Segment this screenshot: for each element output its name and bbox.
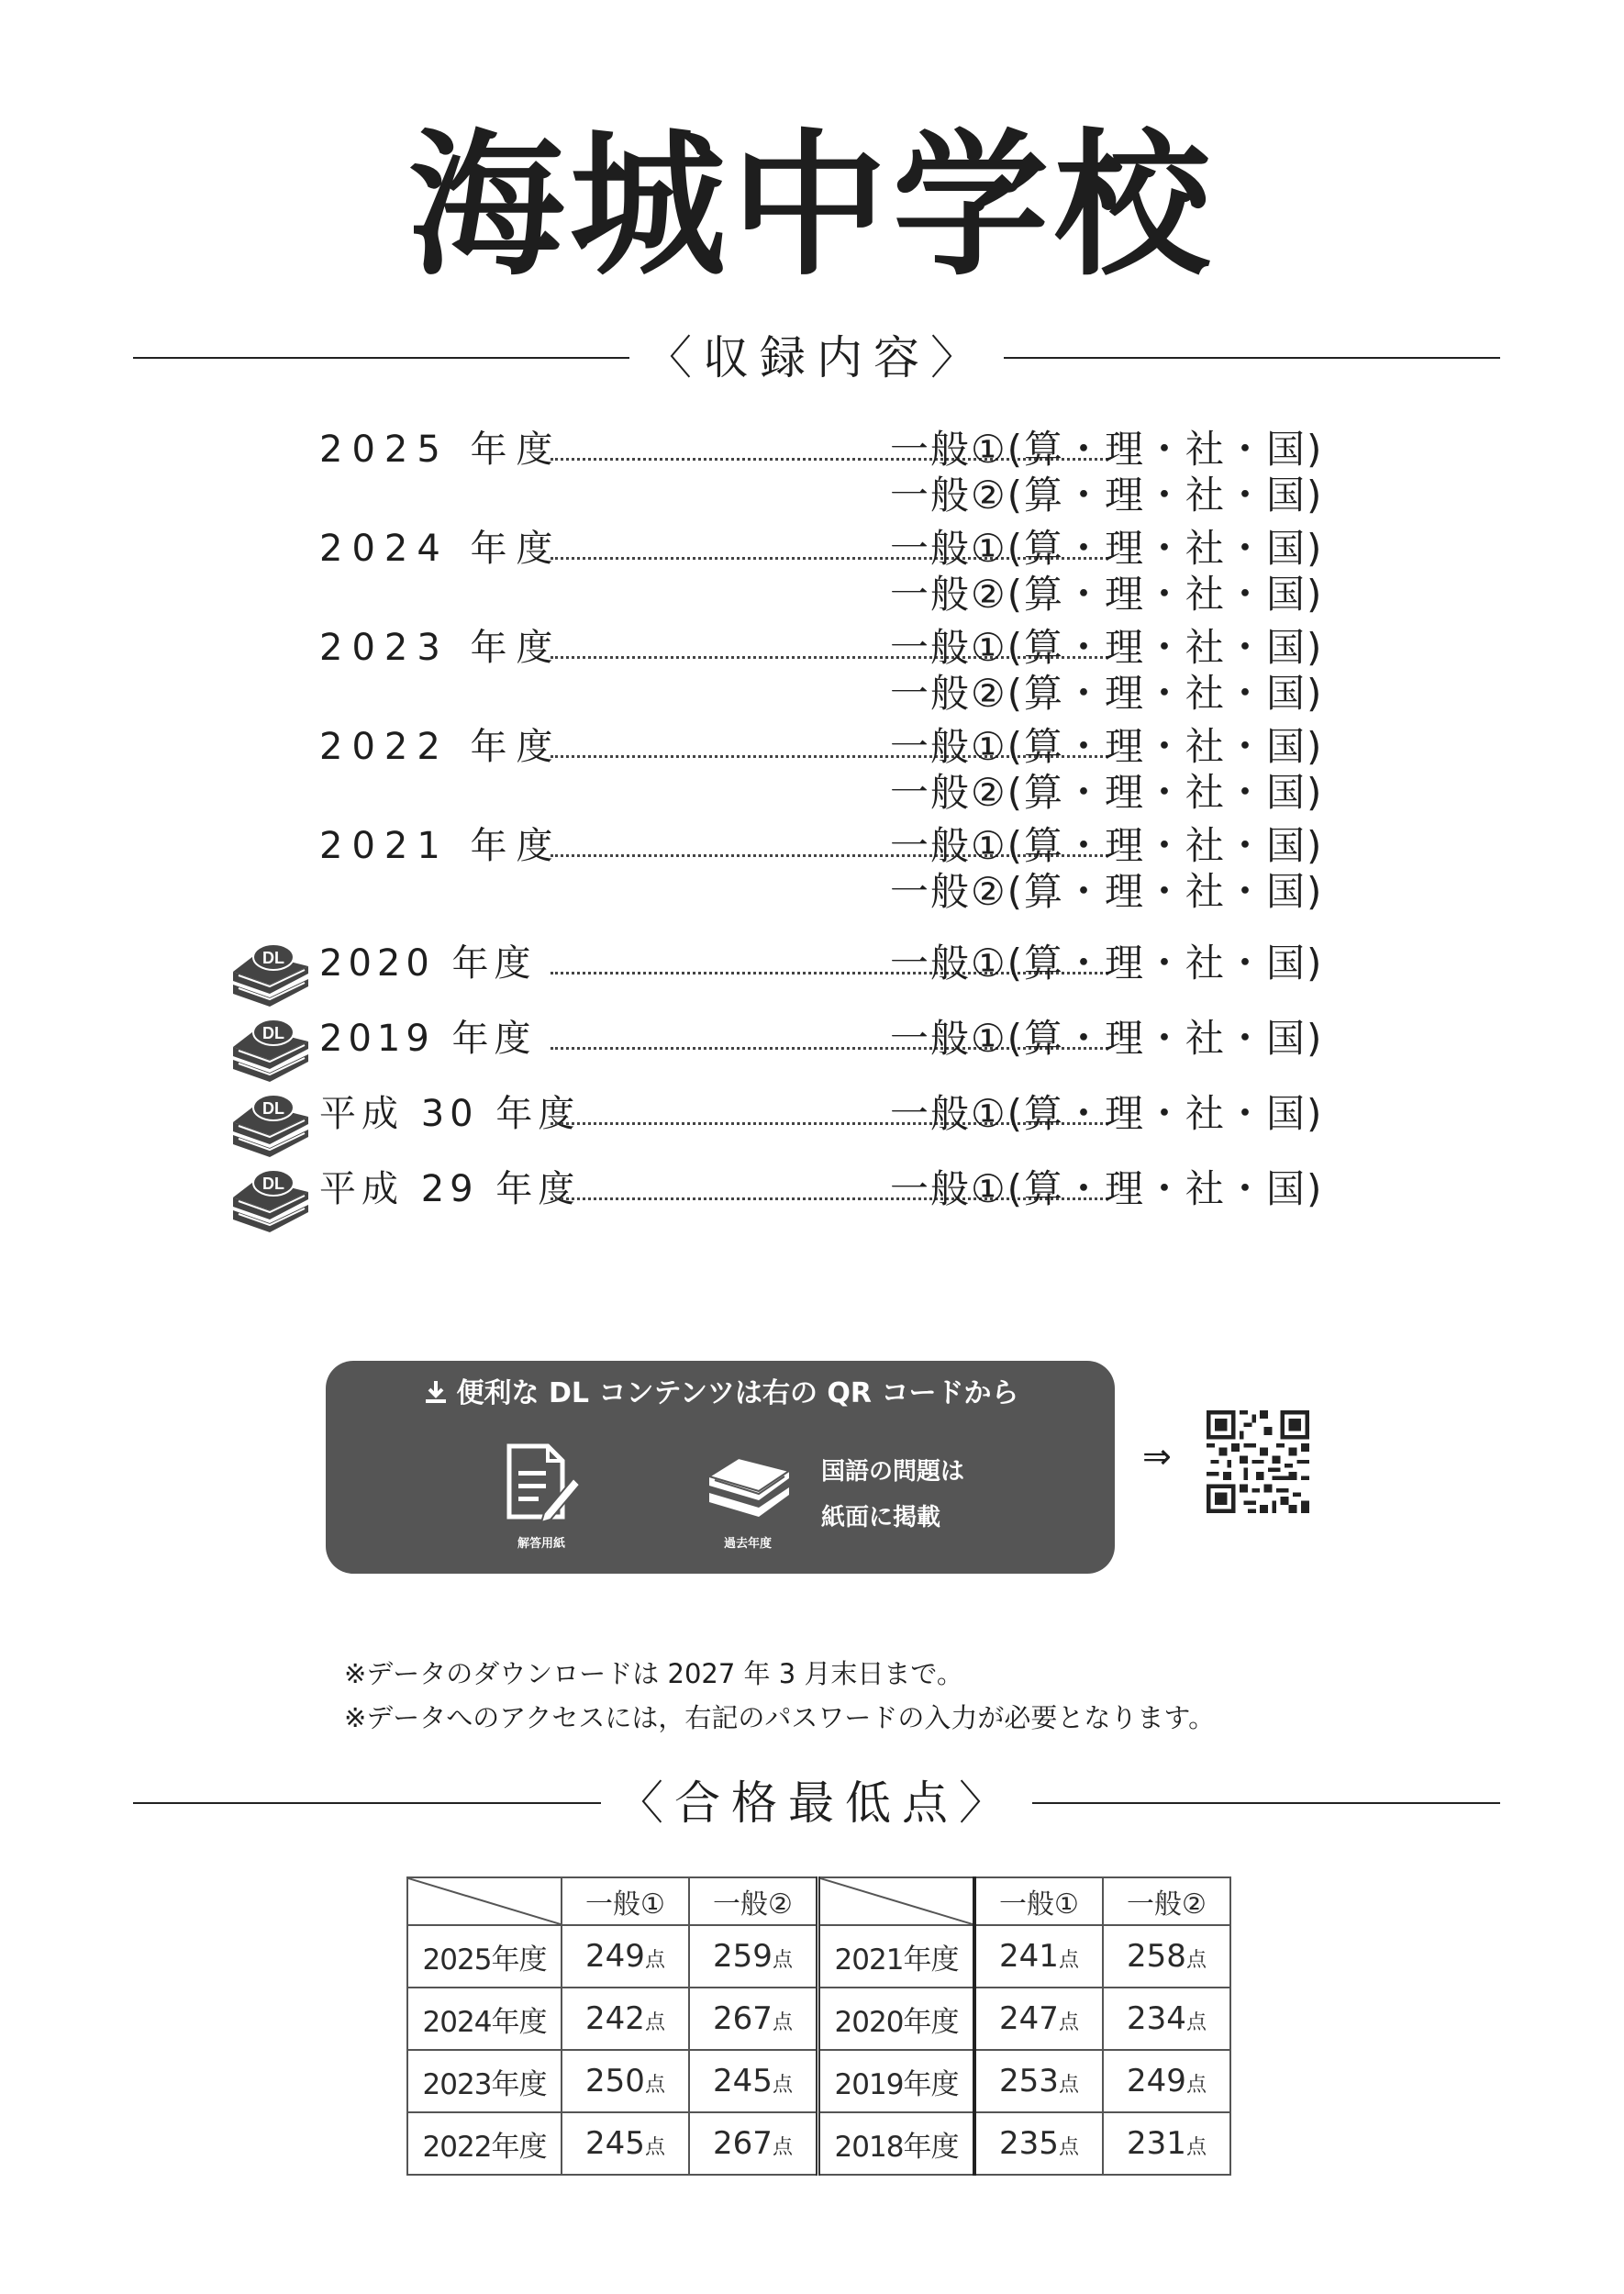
dl-book-icon bbox=[229, 1163, 312, 1236]
answer-sheet-caption: 解答用紙 bbox=[517, 1537, 565, 1551]
table-row bbox=[407, 2050, 1230, 2112]
row-year: 2021年度 bbox=[818, 1925, 975, 1988]
score-unit: 点 bbox=[1185, 1949, 1207, 1972]
contents-exam: 一般①(算・理・社・国) bbox=[890, 1016, 1324, 1061]
contents-row bbox=[229, 869, 1324, 915]
banner-note-line2: 紙面に掲載 bbox=[821, 1504, 941, 1531]
contents-exam: 一般①(算・理・社・国) bbox=[890, 1166, 1324, 1211]
contents-year: 平成 29 年度 bbox=[319, 1168, 581, 1210]
contents-exam: 一般②(算・理・社・国) bbox=[890, 671, 1324, 716]
score-unit: 点 bbox=[1058, 2136, 1079, 2159]
banner-heading-text: 便利な DL コンテンツは右の QR コードから bbox=[456, 1377, 1019, 1409]
score-cell: 249点 bbox=[562, 1925, 689, 1988]
scores-heading bbox=[133, 1771, 1500, 1835]
score-unit: 点 bbox=[772, 2074, 793, 2097]
score-cell: 235点 bbox=[974, 2112, 1103, 2175]
table-row bbox=[407, 1988, 1230, 2050]
past-years-books-icon bbox=[702, 1445, 794, 1523]
diagonal-line bbox=[820, 1878, 973, 1924]
score-cell: 245点 bbox=[689, 2050, 818, 2112]
table-row bbox=[407, 1925, 1230, 1988]
banner-note bbox=[821, 1449, 1060, 1541]
score-unit: 点 bbox=[1185, 2011, 1207, 2034]
contents-year: 2019 年度 bbox=[319, 1018, 537, 1060]
score-cell: 250点 bbox=[562, 2050, 689, 2112]
dl-icon-label: DL bbox=[262, 1175, 284, 1193]
score-unit: 点 bbox=[1185, 2074, 1207, 2097]
contents-row bbox=[229, 625, 1324, 671]
note-line: ※データへのアクセスには，右記のパスワードの入力が必要となります。 bbox=[344, 1702, 1216, 1733]
score-cell: 258点 bbox=[1103, 1925, 1230, 1988]
download-icon bbox=[422, 1378, 450, 1406]
row-year: 2024年度 bbox=[407, 1988, 562, 2050]
contents-year: 2021 年度 bbox=[319, 825, 562, 867]
banner-heading bbox=[326, 1374, 1115, 1414]
contents-exam: 一般②(算・理・社・国) bbox=[890, 770, 1324, 815]
arrow-to-qr: ⇒ bbox=[1142, 1436, 1172, 1476]
contents-exam: 一般②(算・理・社・国) bbox=[890, 473, 1324, 518]
table-row bbox=[407, 2112, 1230, 2175]
contents-year: 2020 年度 bbox=[319, 942, 537, 985]
contents-year: 2024 年度 bbox=[319, 528, 562, 570]
row-year: 2020年度 bbox=[818, 1988, 975, 2050]
qr-code[interactable] bbox=[1207, 1410, 1309, 1513]
score-cell: 247点 bbox=[974, 1988, 1103, 2050]
score-cell: 253点 bbox=[974, 2050, 1103, 2112]
score-unit: 点 bbox=[644, 2074, 665, 2097]
corner-cell bbox=[407, 1877, 562, 1925]
dl-icon-label: DL bbox=[262, 949, 284, 967]
score-unit: 点 bbox=[644, 2011, 665, 2034]
score-cell: 267点 bbox=[689, 1988, 818, 2050]
min-score-table bbox=[406, 1876, 1231, 2176]
contents-row bbox=[229, 724, 1324, 770]
col-exam2: 一般② bbox=[689, 1877, 818, 1925]
contents-row bbox=[229, 1166, 1324, 1212]
contents-exam: 一般②(算・理・社・国) bbox=[890, 869, 1324, 914]
score-unit: 点 bbox=[644, 2136, 665, 2159]
past-years-caption: 過去年度 bbox=[723, 1537, 772, 1551]
score-unit: 点 bbox=[1185, 2136, 1207, 2159]
corner-cell bbox=[818, 1877, 975, 1925]
score-unit: 点 bbox=[644, 1949, 665, 1972]
dl-icon-label: DL bbox=[262, 1099, 284, 1118]
row-year: 2018年度 bbox=[818, 2112, 975, 2175]
contents-row bbox=[229, 473, 1324, 518]
contents-row bbox=[229, 572, 1324, 618]
score-unit: 点 bbox=[772, 2136, 793, 2159]
note-line: ※データのダウンロードは 2027 年 3 月末日まで。 bbox=[344, 1658, 963, 1689]
col-exam1: 一般① bbox=[974, 1877, 1103, 1925]
contents-exam: 一般②(算・理・社・国) bbox=[890, 572, 1324, 617]
score-unit: 点 bbox=[1058, 1949, 1079, 1972]
contents-row bbox=[229, 427, 1324, 473]
contents-exam: 一般①(算・理・社・国) bbox=[890, 823, 1324, 868]
contents-exam: 一般①(算・理・社・国) bbox=[890, 1091, 1324, 1136]
row-year: 2019年度 bbox=[818, 2050, 975, 2112]
score-cell: 267点 bbox=[689, 2112, 818, 2175]
contents-exam: 一般①(算・理・社・国) bbox=[890, 724, 1324, 769]
row-year: 2025年度 bbox=[407, 1925, 562, 1988]
row-year: 2023年度 bbox=[407, 2050, 562, 2112]
answer-sheet-icon bbox=[500, 1442, 583, 1529]
score-cell: 242点 bbox=[562, 1988, 689, 2050]
contents-row bbox=[229, 1091, 1324, 1137]
score-cell: 241点 bbox=[974, 1925, 1103, 1988]
contents-year: 2022 年度 bbox=[319, 726, 562, 768]
dl-banner[interactable] bbox=[326, 1361, 1115, 1574]
dl-icon-label: DL bbox=[262, 1024, 284, 1042]
download-notes bbox=[344, 1652, 1215, 1740]
contents-year: 平成 30 年度 bbox=[319, 1093, 581, 1135]
dl-book-icon bbox=[229, 1087, 312, 1161]
dl-book-icon bbox=[229, 1012, 312, 1086]
contents-heading bbox=[133, 326, 1500, 390]
contents-row bbox=[229, 770, 1324, 816]
score-unit: 点 bbox=[1058, 2074, 1079, 2097]
score-unit: 点 bbox=[772, 1949, 793, 1972]
contents-row bbox=[229, 1016, 1324, 1062]
contents-exam: 一般①(算・理・社・国) bbox=[890, 526, 1324, 571]
contents-exam: 一般①(算・理・社・国) bbox=[890, 625, 1324, 670]
score-cell: 231点 bbox=[1103, 2112, 1230, 2175]
col-exam2: 一般② bbox=[1103, 1877, 1230, 1925]
contents-year: 2025 年度 bbox=[319, 429, 562, 471]
score-table-header bbox=[407, 1877, 1230, 1925]
score-cell: 245点 bbox=[562, 2112, 689, 2175]
col-exam1: 一般① bbox=[562, 1877, 689, 1925]
page-title: 海城中学校 bbox=[407, 116, 1216, 297]
score-unit: 点 bbox=[1058, 2011, 1079, 2034]
score-cell: 249点 bbox=[1103, 2050, 1230, 2112]
score-cell: 234点 bbox=[1103, 1988, 1230, 2050]
diagonal-line bbox=[408, 1878, 561, 1924]
contents-row bbox=[229, 823, 1324, 869]
contents-exam: 一般①(算・理・社・国) bbox=[890, 941, 1324, 986]
score-cell: 259点 bbox=[689, 1925, 818, 1988]
row-year: 2022年度 bbox=[407, 2112, 562, 2175]
scores-heading-label: 〈合格最低点〉 bbox=[601, 1771, 1032, 1835]
dl-book-icon bbox=[229, 937, 312, 1010]
contents-row bbox=[229, 671, 1324, 717]
banner-note-line1: 国語の問題は bbox=[821, 1458, 965, 1486]
contents-heading-label: 〈収録内容〉 bbox=[629, 326, 1004, 390]
contents-exam: 一般①(算・理・社・国) bbox=[890, 427, 1324, 472]
score-unit: 点 bbox=[772, 2011, 793, 2034]
contents-row bbox=[229, 941, 1324, 986]
contents-year: 2023 年度 bbox=[319, 627, 562, 669]
contents-row bbox=[229, 526, 1324, 572]
